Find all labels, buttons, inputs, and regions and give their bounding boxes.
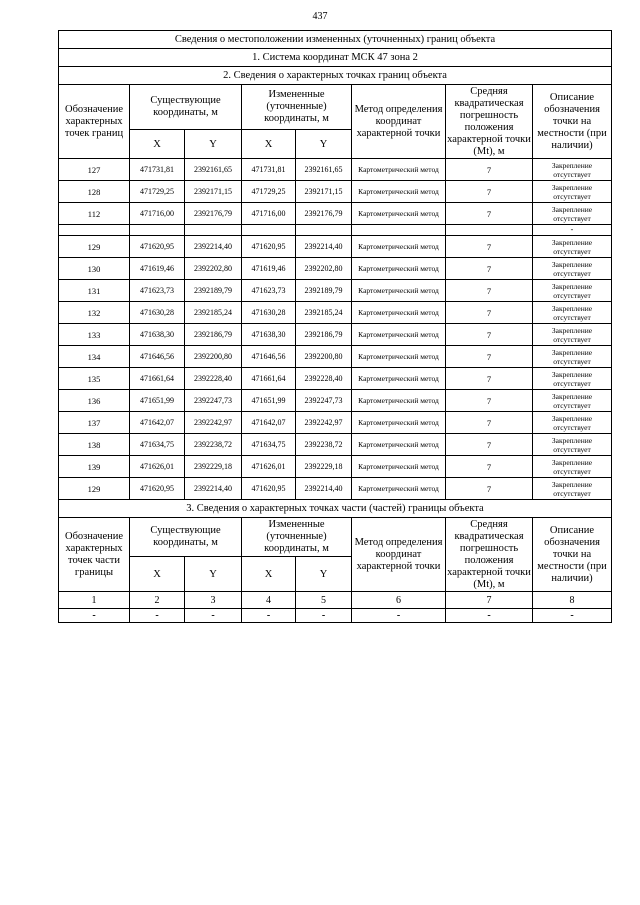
cell-changed-y: 2392185,24 [296, 302, 352, 324]
header-changed-x: X [242, 130, 296, 159]
cell-changed-x: 471646,56 [242, 346, 296, 368]
cell-point-id: 132 [59, 302, 130, 324]
boundary-table [58, 30, 612, 623]
cell-changed-x: 471623,73 [242, 280, 296, 302]
cell-existing-x: 471630,28 [130, 302, 185, 324]
cell-method: Картометрический метод [352, 434, 446, 456]
cell-existing-x: 471638,30 [130, 324, 185, 346]
cell-existing-x: 471731,81 [130, 159, 185, 181]
cell-description: Закрепление отсутствует [533, 280, 612, 302]
header3-method: Метод определения координат характерной точки [352, 518, 446, 592]
cell-existing-x: 471661,64 [130, 368, 185, 390]
cell-changed-y: 2392214,40 [296, 478, 352, 500]
cell-existing-x: 471646,56 [130, 346, 185, 368]
table-row [59, 368, 612, 390]
cell-existing-x: 471619,46 [130, 258, 185, 280]
cell-accuracy: 7 [446, 390, 533, 412]
empty-cell: - [352, 609, 446, 623]
cell-description: Закрепление отсутствует [533, 456, 612, 478]
table-row [59, 302, 612, 324]
cell-method: Картометрический метод [352, 324, 446, 346]
empty-cell: - [185, 609, 242, 623]
cell-description: Закрепление отсутствует [533, 478, 612, 500]
cell-changed-x: 471642,07 [242, 412, 296, 434]
cell-description: Закрепление отсутствует [533, 324, 612, 346]
table-row [59, 159, 612, 181]
table-row [59, 280, 612, 302]
cell-method: Картометрический метод [352, 280, 446, 302]
header3-point-designation: Обозначение характерных точек части границы [59, 518, 130, 592]
cell-changed-x: 471651,99 [242, 390, 296, 412]
cell-existing-x: 471620,95 [130, 236, 185, 258]
cell-point-id: 133 [59, 324, 130, 346]
cell-existing-x: 471623,73 [130, 280, 185, 302]
cell-description: Закрепление отсутствует [533, 302, 612, 324]
cell-existing-y: 2392202,80 [185, 258, 242, 280]
cell-existing-y: 2392200,80 [185, 346, 242, 368]
cell-changed-y: 2392171,15 [296, 181, 352, 203]
column-numbers-row [59, 592, 612, 609]
cell-accuracy: 7 [446, 456, 533, 478]
cell-existing-y: 2392161,65 [185, 159, 242, 181]
header3-accuracy: Средняя квадратическая погрешность положения характерной точки (Mt), м [447, 518, 531, 590]
cell-changed-y: 2392214,40 [296, 236, 352, 258]
cell-point-id: 131 [59, 280, 130, 302]
cell-accuracy: 7 [446, 258, 533, 280]
cell-method: Картометрический метод [352, 236, 446, 258]
empty-cell: - [446, 609, 533, 623]
cell-accuracy: 7 [446, 203, 533, 225]
cell-point-id: 112 [59, 203, 130, 225]
section-2-title: 2. Сведения о характерных точках границ объекта [59, 67, 612, 85]
header3-existing-y: Y [185, 557, 242, 592]
cell-description: Закрепление отсутствует [533, 203, 612, 225]
cell-changed-y: 2392238,72 [296, 434, 352, 456]
cell-method: Картометрический метод [352, 159, 446, 181]
table-row [59, 181, 612, 203]
empty-cell: - [296, 609, 352, 623]
cell-existing-x: 471729,25 [130, 181, 185, 203]
cell-changed-x: 471620,95 [242, 236, 296, 258]
cell-method: Картометрический метод [352, 181, 446, 203]
header3-changed-x: X [242, 557, 296, 592]
cell-accuracy: 7 [446, 368, 533, 390]
table-row [59, 324, 612, 346]
cell-method: Картометрический метод [352, 302, 446, 324]
column-number: 8 [533, 592, 612, 609]
cell-description: Закрепление отсутствует [533, 368, 612, 390]
cell-description: Закрепление отсутствует [533, 258, 612, 280]
section-3-title: 3. Сведения о характерных точках части (частей) границы объекта [59, 500, 612, 518]
cell-accuracy: 7 [446, 302, 533, 324]
cell-accuracy: 7 [446, 346, 533, 368]
cell-method: Картометрический метод [352, 456, 446, 478]
cell-existing-x: 471642,07 [130, 412, 185, 434]
cell-point-id: 127 [59, 159, 130, 181]
cell-existing-y: 2392242,97 [185, 412, 242, 434]
cell-existing-y: 2392229,18 [185, 456, 242, 478]
cell-changed-y: 2392242,97 [296, 412, 352, 434]
cell-method: Картометрический метод [352, 203, 446, 225]
cell-existing-x: 471634,75 [130, 434, 185, 456]
cell-changed-y: 2392189,79 [296, 280, 352, 302]
cell-method: Картометрический метод [352, 412, 446, 434]
cell-existing-y: 2392228,40 [185, 368, 242, 390]
cell-existing-x: 471620,95 [130, 478, 185, 500]
cell-point-id: 139 [59, 456, 130, 478]
cell-changed-y: 2392186,79 [296, 324, 352, 346]
table-row [59, 456, 612, 478]
cell-existing-y: 2392238,72 [185, 434, 242, 456]
cell-accuracy: 7 [446, 434, 533, 456]
cell-existing-y: 2392176,79 [185, 203, 242, 225]
empty-cell: - [59, 609, 130, 623]
header3-changed-coords: Измененные (уточненные) координаты, м [242, 518, 352, 557]
cell-description: Закрепление отсутствует [533, 434, 612, 456]
cell-description: Закрепление отсутствует [533, 412, 612, 434]
header-changed-y: Y [296, 130, 352, 159]
table-title: Сведения о местоположении измененных (уточненных) границ объекта [59, 31, 612, 49]
cell-accuracy: 7 [446, 181, 533, 203]
table-row [59, 412, 612, 434]
table-row [59, 346, 612, 368]
separator-row [59, 225, 612, 236]
header-point-designation: Обозначение характерных точек границ [59, 85, 130, 159]
cell-changed-x: 471638,30 [242, 324, 296, 346]
cell-description: Закрепление отсутствует [533, 390, 612, 412]
header-description: Описание обозначения точки на местности (при наличии) [533, 85, 612, 159]
cell-existing-x: 471651,99 [130, 390, 185, 412]
cell-accuracy: 7 [446, 478, 533, 500]
cell-description: Закрепление отсутствует [533, 236, 612, 258]
table-row [59, 478, 612, 500]
cell-changed-x: 471661,64 [242, 368, 296, 390]
empty-cell: - [533, 609, 612, 623]
cell-changed-x: 471630,28 [242, 302, 296, 324]
cell-existing-y: 2392214,40 [185, 236, 242, 258]
cell-point-id: 135 [59, 368, 130, 390]
coordinate-system: 1. Система координат МСК 47 зона 2 [59, 49, 612, 67]
cell-existing-x: 471626,01 [130, 456, 185, 478]
column-number: 7 [446, 592, 533, 609]
cell-existing-y: 2392189,79 [185, 280, 242, 302]
header3-existing-coords: Существующие координаты, м [130, 518, 242, 557]
cell-method: Картометрический метод [352, 390, 446, 412]
header-existing-x: X [130, 130, 185, 159]
cell-accuracy: 7 [446, 159, 533, 181]
header3-description: Описание обозначения точки на местности (при наличии) [533, 518, 612, 592]
cell-changed-y: 2392228,40 [296, 368, 352, 390]
cell-point-id: 129 [59, 478, 130, 500]
table-row [59, 203, 612, 225]
column-number: 2 [130, 592, 185, 609]
cell-changed-x: 471634,75 [242, 434, 296, 456]
cell-changed-x: 471729,25 [242, 181, 296, 203]
cell-existing-y: 2392247,73 [185, 390, 242, 412]
column-number: 5 [296, 592, 352, 609]
empty-data-row [59, 609, 612, 623]
column-number: 4 [242, 592, 296, 609]
cell-changed-x: 471619,46 [242, 258, 296, 280]
header3-existing-x: X [130, 557, 185, 592]
separator-dash: - [533, 225, 612, 236]
cell-changed-y: 2392200,80 [296, 346, 352, 368]
cell-existing-y: 2392185,24 [185, 302, 242, 324]
header-method: Метод определения координат характерной точки [352, 85, 446, 159]
empty-cell: - [130, 609, 185, 623]
column-number: 3 [185, 592, 242, 609]
header-accuracy: Средняя квадратическая погрешность положения характерной точки (Mt), м [447, 85, 531, 157]
page-number: 437 [312, 11, 328, 22]
cell-point-id: 129 [59, 236, 130, 258]
cell-point-id: 137 [59, 412, 130, 434]
cell-existing-y: 2392171,15 [185, 181, 242, 203]
cell-changed-y: 2392202,80 [296, 258, 352, 280]
cell-method: Картометрический метод [352, 258, 446, 280]
table-row [59, 390, 612, 412]
empty-cell: - [242, 609, 296, 623]
table-row [59, 434, 612, 456]
cell-changed-y: 2392176,79 [296, 203, 352, 225]
cell-changed-x: 471626,01 [242, 456, 296, 478]
cell-accuracy: 7 [446, 324, 533, 346]
cell-description: Закрепление отсутствует [533, 181, 612, 203]
cell-method: Картометрический метод [352, 478, 446, 500]
cell-changed-y: 2392247,73 [296, 390, 352, 412]
header3-changed-y: Y [296, 557, 352, 592]
cell-description: Закрепление отсутствует [533, 346, 612, 368]
cell-point-id: 138 [59, 434, 130, 456]
header-changed-coords: Измененные (уточненные) координаты, м [242, 85, 352, 130]
cell-description: Закрепление отсутствует [533, 159, 612, 181]
cell-changed-y: 2392229,18 [296, 456, 352, 478]
cell-method: Картометрический метод [352, 346, 446, 368]
cell-method: Картометрический метод [352, 368, 446, 390]
header-existing-coords: Существующие координаты, м [130, 85, 242, 130]
column-number: 6 [352, 592, 446, 609]
cell-accuracy: 7 [446, 236, 533, 258]
cell-existing-y: 2392186,79 [185, 324, 242, 346]
table-row [59, 258, 612, 280]
cell-point-id: 130 [59, 258, 130, 280]
cell-changed-x: 471731,81 [242, 159, 296, 181]
cell-point-id: 134 [59, 346, 130, 368]
column-number: 1 [59, 592, 130, 609]
cell-accuracy: 7 [446, 280, 533, 302]
cell-point-id: 136 [59, 390, 130, 412]
table-row [59, 236, 612, 258]
cell-changed-x: 471620,95 [242, 478, 296, 500]
cell-point-id: 128 [59, 181, 130, 203]
cell-existing-x: 471716,00 [130, 203, 185, 225]
cell-existing-y: 2392214,40 [185, 478, 242, 500]
cell-changed-y: 2392161,65 [296, 159, 352, 181]
header-existing-y: Y [185, 130, 242, 159]
cell-changed-x: 471716,00 [242, 203, 296, 225]
cell-accuracy: 7 [446, 412, 533, 434]
